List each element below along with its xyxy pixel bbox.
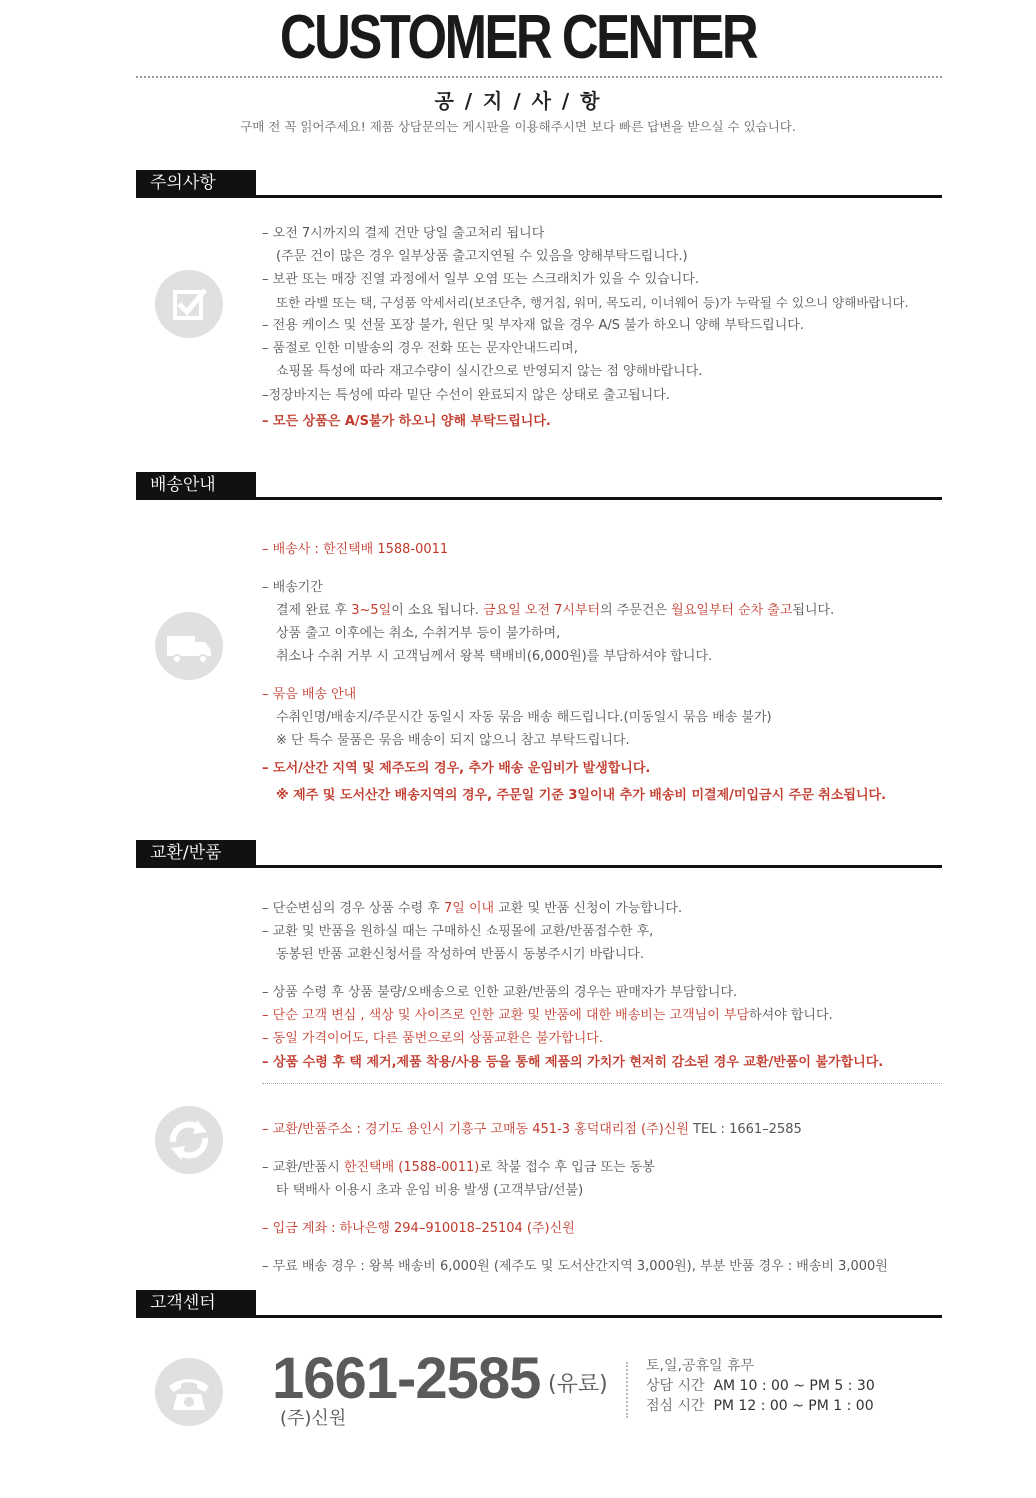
checkbox-icon <box>155 270 223 338</box>
company-name: (주)신원 <box>280 1408 347 1429</box>
telephone-icon <box>155 1358 223 1426</box>
exchange-return-line: – 교환/반품시 한진택배 (1588-0011)로 착불 접수 후 입금 또는 동봉 <box>262 1160 655 1175</box>
notice-title: 공 / 지 / 사 / 항 <box>434 89 602 113</box>
divider <box>262 1083 942 1084</box>
caution-line: (주문 건이 많은 경우 일부상품 출고지연될 수 있음을 양해부탁드립니다.) <box>276 249 688 264</box>
exchange-line: – 상품 수령 후 택 제거,제품 착용/사용 등을 통해 제품의 가치가 현저히 감소된 경우 교환/반품이 불가합니다. <box>262 1055 884 1070</box>
divider <box>626 1362 628 1418</box>
caution-line: – 보관 또는 매장 진열 과정에서 일부 오염 또는 스크래치가 있을 수 있습니다. <box>262 272 699 287</box>
notice-description: 구매 전 꼭 읽어주세요! 제품 상담문의는 게시판을 이용해주시면 보다 빠른 답변을 받으실 수 있습니다. <box>240 119 796 134</box>
caution-line: – 전용 케이스 및 선물 포장 불가, 원단 및 부자재 없을 경우 A/S 불가 하오니 양해 부탁드립니다. <box>262 318 804 333</box>
section-rule <box>136 195 942 198</box>
section-rule <box>136 1315 942 1318</box>
page-title: CUSTOMER CENTER <box>279 3 757 72</box>
caution-line: – 품절로 인한 미발송의 경우 전화 또는 문자안내드리며, <box>262 341 578 356</box>
divider <box>136 76 942 78</box>
delivery-bundle-line: 수취인명/배송지/주문시간 동일시 자동 묶음 배송 해드립니다.(미동일시 묶음 배송 불가) <box>276 710 772 725</box>
delivery-period-line: 취소나 수취 거부 시 고객님께서 왕복 택배비(6,000원)를 부담하셔야 합니다. <box>276 649 713 664</box>
exchange-line: 동봉된 반품 교환신청서를 작성하여 반품시 동봉주시기 바랍니다. <box>276 947 644 962</box>
exchange-line: – 동일 가격이어도, 다른 품번으로의 상품교환은 불가합니다. <box>262 1031 603 1046</box>
closed-days: 토,일,공휴일 휴무 <box>646 1358 755 1374</box>
delivery-bundle-label: – 묶음 배송 안내 <box>262 687 357 702</box>
truck-icon <box>155 612 223 680</box>
delivery-period-line: 결제 완료 후 3~5일이 소요 됩니다. 금요일 오전 7시부터의 주문건은 월요일부터 순차 출고됩니다. <box>276 603 835 618</box>
caution-line: –정장바지는 특성에 따라 밑단 수선이 완료되지 않은 상태로 출고됩니다. <box>262 388 670 403</box>
exchange-account: – 입금 계좌 : 하나은행 294–910018–25104 (주)신원 <box>262 1221 575 1236</box>
section-title-delivery: 배송안내 <box>136 472 256 499</box>
delivery-island-line: – 도서/산간 지역 및 제주도의 경우, 추가 배송 운임비가 발생합니다. <box>262 761 651 776</box>
section-rule <box>136 865 942 868</box>
delivery-carrier: – 배송사 : 한진택배 1588-0011 <box>262 542 449 557</box>
exchange-line: – 교환 및 반품을 원하실 때는 구매하신 쇼핑몰에 교환/반품접수한 후, <box>262 924 654 939</box>
exchange-free-shipping: – 무료 배송 경우 : 왕복 배송비 6,000원 (제주도 및 도서산간지역 3,000원), 부분 반품 경우 : 배송비 3,000원 <box>262 1259 888 1274</box>
section-title-center: 고객센터 <box>136 1290 256 1317</box>
caution-line: 쇼핑몰 특성에 따라 재고수량이 실시간으로 반영되지 않는 점 양해바랍니다. <box>276 364 703 379</box>
exchange-address: – 교환/반품주소 : 경기도 용인시 기흥구 고매동 451-3 홍덕대리점 (주)신원 TEL : 1661–2585 <box>262 1122 802 1137</box>
exchange-line: – 단순변심의 경우 상품 수령 후 7일 이내 교환 및 반품 신청이 가능합니다. <box>262 901 683 916</box>
delivery-period-line: 상품 출고 이후에는 취소, 수취거부 등이 불가하며, <box>276 626 561 641</box>
exchange-line: – 상품 수령 후 상품 불량/오배송으로 인한 교환/반품의 경우는 판매자가 부담합니다. <box>262 985 738 1000</box>
delivery-bundle-line: ※ 단 특수 물품은 묶음 배송이 되지 않으니 참고 부탁드립니다. <box>276 733 630 748</box>
lunch-hours: 점심 시간 PM 12 : 00 ~ PM 1 : 00 <box>646 1398 874 1414</box>
delivery-island-line: ※ 제주 및 도서산간 배송지역의 경우, 주문일 기준 3일이내 추가 배송비 미결제/미입금시 주문 취소됩니다. <box>276 788 887 803</box>
exchange-return-line: 타 택배사 이용시 초과 운임 비용 발생 (고객부담/선불) <box>276 1183 584 1198</box>
section-title-exchange: 교환/반품 <box>136 840 256 867</box>
delivery-period-label: – 배송기간 <box>262 580 323 595</box>
consult-hours: 상담 시간 AM 10 : 00 ~ PM 5 : 30 <box>646 1378 875 1394</box>
phone-number: 1661-2585 <box>272 1346 541 1411</box>
refresh-icon <box>155 1106 223 1174</box>
exchange-line: – 단순 고객 변심 , 색상 및 사이즈로 인한 교환 및 반품에 대한 배송비는 고객님이 부담하셔야 합니다. <box>262 1008 833 1023</box>
caution-line: 또한 라벨 또는 택, 구성품 악세서리(보조단추, 행거칩, 워머, 목도리, 이너웨어 등)가 누락될 수 있으니 양해바랍니다. <box>276 295 909 310</box>
phone-paid-label: (유료) <box>548 1372 608 1397</box>
section-rule <box>136 497 942 500</box>
caution-line: – 오전 7시까지의 결제 건만 당일 출고처리 됩니다 <box>262 226 545 241</box>
section-title-caution: 주의사항 <box>136 170 256 197</box>
caution-line-highlight: – 모든 상품은 A/S불가 하오니 양해 부탁드립니다. <box>262 414 551 429</box>
